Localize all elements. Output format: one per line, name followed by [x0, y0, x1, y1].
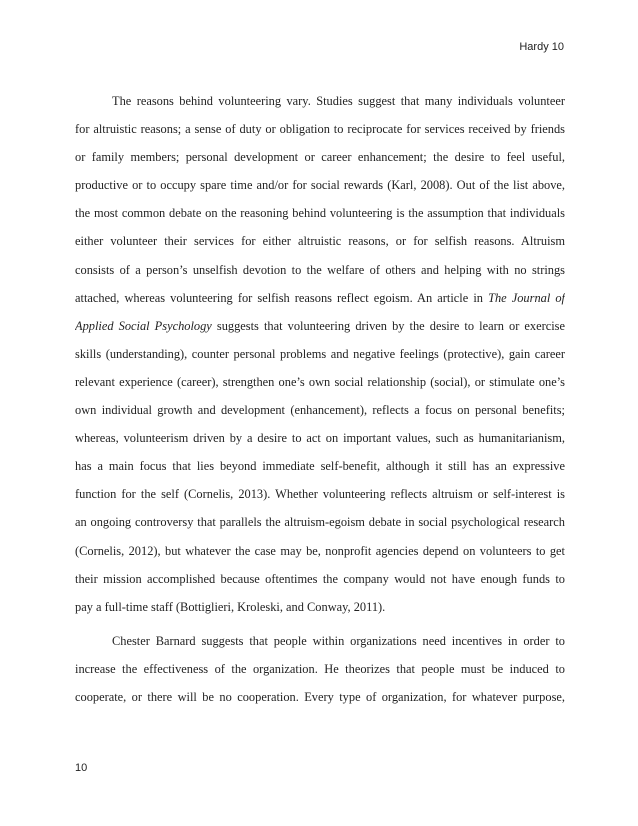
line-9-text: suggests that volunteering driven by the desire to learn or exercise [211, 318, 565, 333]
paragraph-1-line-9 [75, 312, 565, 340]
paragraph-1-line-11: relevant experience (career), strengthen one’s own social relationship (social), or stimulate one’s [75, 374, 565, 389]
paragraph-1-line-8 [75, 284, 565, 312]
paragraph-1-line-15: function for the self (Cornelis, 2013). Whether volunteering reflects altruism or self-interest is [75, 487, 565, 502]
paragraph-1-line-3: or family members; personal development or career enhancement; the desire to feel useful, [75, 150, 565, 165]
paragraph-2-line-1: Chester Barnard suggests that people within organizations need incentives in order to [112, 633, 565, 648]
running-head: Hardy 10 [519, 41, 564, 53]
paragraph-1-line-1: The reasons behind volunteering vary. Studies suggest that many individuals volunteer [112, 94, 565, 108]
paragraph-1-line-5: the most common debate on the reasoning behind volunteering is the assumption that individuals [75, 206, 565, 221]
paragraph-1-line-13: whereas, volunteerism driven by a desire to act on important values, such as humanitarianism, [75, 431, 565, 446]
paragraph-2-line-2: increase the effectiveness of the organization. He theorizes that people must be induced to [75, 661, 565, 676]
journal-title-part-1: The Journal of [488, 290, 565, 305]
paragraph-1-line-12: own individual growth and development (enhancement), reflects a focus on personal benefits; [75, 403, 565, 418]
page-number: 10 [75, 762, 88, 774]
paragraph-2-line-3: cooperate, or there will be no cooperation. Every type of organization, for whatever purpose, [75, 689, 565, 704]
paragraph-1-line-6: either volunteer their services for either altruistic reasons, or for selfish reasons. Altruism [75, 234, 565, 249]
paragraph-1-line-19: pay a full-time staff (Bottiglieri, Kroleski, and Conway, 2011). [75, 599, 386, 614]
paragraph-1-line-17: (Cornelis, 2012), but whatever the case may be, nonprofit agencies depend on volunteers to get [75, 543, 565, 558]
paragraph-1-line-4: productive or to occupy spare time and/or for social rewards (Karl, 2008). Out of the list above, [75, 178, 565, 193]
paragraph-1-line-7: consists of a person’s unselfish devotion to the welfare of others and helping with no strings [75, 262, 565, 277]
body-text [75, 87, 565, 711]
paragraph-1-line-2: for altruistic reasons; a sense of duty or obligation to reciprocate for services received by friends [75, 122, 565, 137]
line-8-text: attached, whereas volunteering for selfish reasons reflect egoism. An article in [75, 290, 489, 305]
paragraph-1-line-14: has a main focus that lies beyond immediate self-benefit, although it still has an expressive [75, 459, 565, 474]
paragraph-1-line-16: an ongoing controversy that parallels the altruism-egoism debate in social psychological research [75, 515, 565, 530]
paragraph-1-line-10: skills (understanding), counter personal problems and negative feelings (protective), gain career [75, 346, 565, 361]
journal-title-part-2: Applied Social Psychology [75, 318, 212, 333]
paragraph-1-line-18: their mission accomplished because oftentimes the company would not have enough funds to [75, 571, 565, 586]
